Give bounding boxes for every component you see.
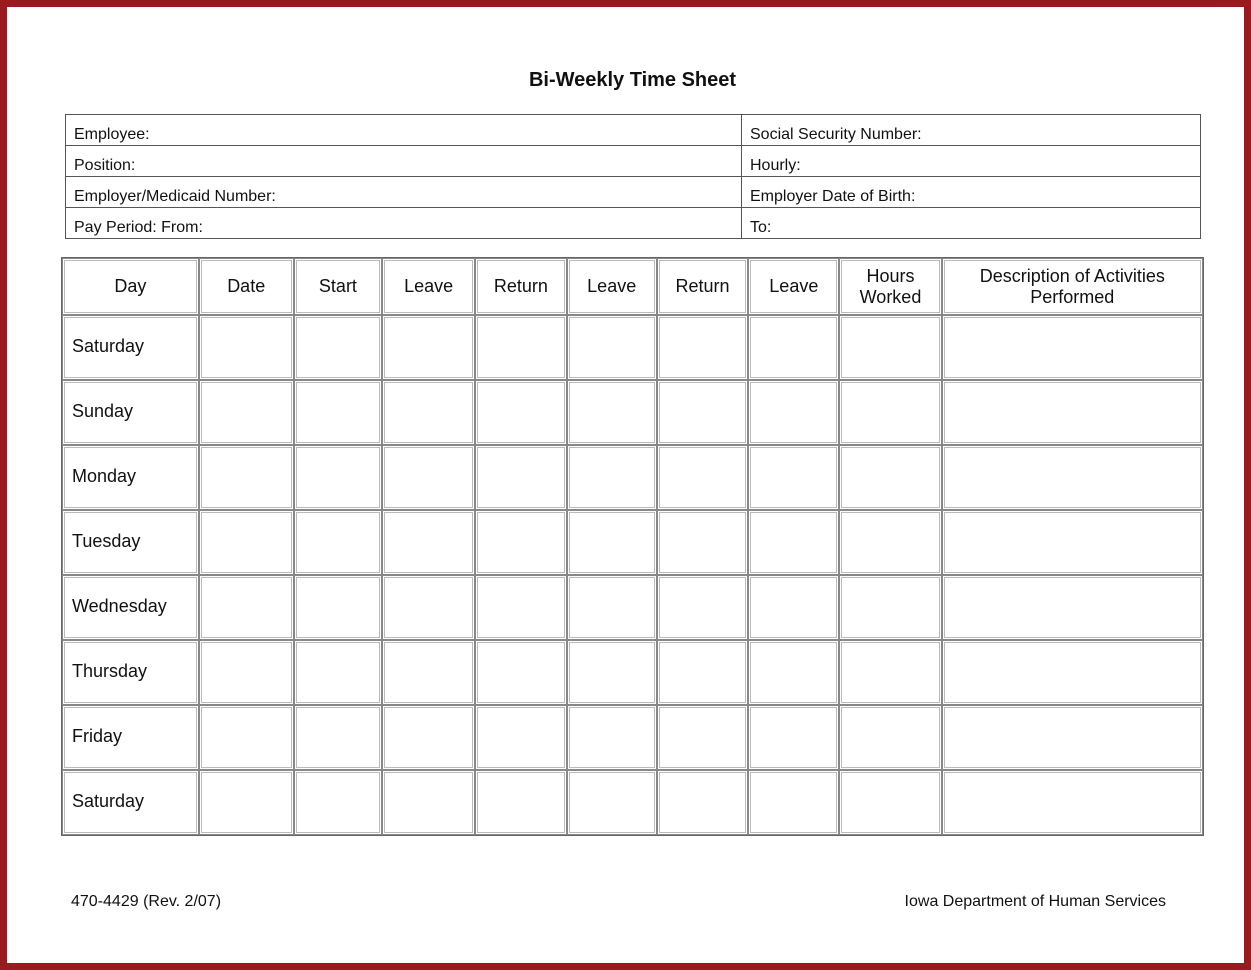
entry-cell[interactable] (839, 380, 941, 445)
entry-cell[interactable] (382, 510, 475, 575)
column-header (942, 258, 1203, 315)
column-header-label: Day (114, 276, 147, 296)
entry-cell[interactable] (567, 575, 657, 640)
column-header (657, 258, 748, 315)
entry-cell[interactable] (382, 705, 475, 770)
info-field-label[interactable]: To: (742, 208, 1201, 239)
column-header-label: Description of Activities Performed (979, 265, 1165, 307)
entry-cell[interactable] (567, 445, 657, 510)
entry-cell[interactable] (748, 770, 839, 835)
day-label: Sunday (62, 380, 199, 445)
entry-cell[interactable] (567, 640, 657, 705)
entry-cell[interactable] (294, 315, 382, 380)
info-field-label[interactable]: Position: (66, 146, 742, 177)
entry-cell[interactable] (839, 315, 941, 380)
entry-cell[interactable] (382, 640, 475, 705)
day-label: Saturday (62, 315, 199, 380)
entry-cell[interactable] (567, 380, 657, 445)
entry-cell[interactable] (748, 575, 839, 640)
entry-cell[interactable] (942, 640, 1203, 705)
form-number: 470-4429 (Rev. 2/07) (71, 893, 222, 910)
column-header-label: Date (227, 276, 266, 296)
entry-cell[interactable] (199, 315, 294, 380)
entry-cell[interactable] (294, 510, 382, 575)
entry-cell[interactable] (199, 380, 294, 445)
entry-cell[interactable] (294, 640, 382, 705)
column-header (839, 258, 941, 315)
entry-cell[interactable] (294, 380, 382, 445)
day-label: Monday (62, 445, 199, 510)
column-header (294, 258, 382, 315)
day-label: Friday (62, 705, 199, 770)
entry-cell[interactable] (748, 640, 839, 705)
column-header (62, 258, 199, 315)
timesheet-table (61, 257, 1204, 836)
entry-cell[interactable] (475, 315, 566, 380)
agency-name: Iowa Department of Human Services (904, 893, 1166, 910)
column-header-label: Return (675, 276, 730, 296)
info-field-label[interactable]: Social Security Number: (742, 115, 1201, 146)
info-field-label[interactable]: Hourly: (742, 146, 1201, 177)
column-header-label: Leave (404, 276, 454, 296)
column-header-label: Hours Worked (859, 265, 922, 307)
entry-cell[interactable] (382, 445, 475, 510)
entry-cell[interactable] (475, 445, 566, 510)
table-row (62, 640, 1203, 705)
entry-cell[interactable] (839, 705, 941, 770)
column-header-label: Return (493, 276, 548, 296)
table-row (62, 705, 1203, 770)
table-row (62, 315, 1203, 380)
day-label: Saturday (62, 770, 199, 835)
entry-cell[interactable] (294, 705, 382, 770)
entry-cell[interactable] (657, 380, 748, 445)
entry-cell[interactable] (942, 380, 1203, 445)
entry-cell[interactable] (748, 705, 839, 770)
entry-cell[interactable] (748, 445, 839, 510)
entry-cell[interactable] (839, 575, 941, 640)
table-row (62, 770, 1203, 835)
entry-cell[interactable] (657, 445, 748, 510)
info-field-label[interactable]: Employer Date of Birth: (742, 177, 1201, 208)
entry-cell[interactable] (199, 640, 294, 705)
timesheet-header-row (62, 258, 1203, 315)
entry-cell[interactable] (475, 705, 566, 770)
entry-cell[interactable] (567, 510, 657, 575)
info-field-label[interactable]: Employer/Medicaid Number: (66, 177, 742, 208)
entry-cell[interactable] (748, 380, 839, 445)
entry-cell[interactable] (199, 510, 294, 575)
table-row (62, 380, 1203, 445)
entry-cell[interactable] (567, 770, 657, 835)
entry-cell[interactable] (942, 510, 1203, 575)
table-row (62, 445, 1203, 510)
day-label: Wednesday (62, 575, 199, 640)
entry-cell[interactable] (942, 575, 1203, 640)
entry-cell[interactable] (475, 770, 566, 835)
column-header (475, 258, 566, 315)
info-row (66, 208, 1201, 239)
entry-cell[interactable] (199, 445, 294, 510)
entry-cell[interactable] (382, 315, 475, 380)
entry-cell[interactable] (657, 705, 748, 770)
column-header-label: Leave (769, 276, 819, 296)
entry-cell[interactable] (294, 445, 382, 510)
column-header (748, 258, 839, 315)
entry-cell[interactable] (942, 770, 1203, 835)
day-label: Tuesday (62, 510, 199, 575)
table-row (62, 510, 1203, 575)
entry-cell[interactable] (199, 705, 294, 770)
entry-cell[interactable] (475, 510, 566, 575)
entry-cell[interactable] (657, 315, 748, 380)
entry-cell[interactable] (567, 315, 657, 380)
entry-cell[interactable] (839, 445, 941, 510)
entry-cell[interactable] (748, 510, 839, 575)
column-header-label: Start (318, 276, 357, 296)
column-header (567, 258, 657, 315)
info-row (66, 177, 1201, 208)
entry-cell[interactable] (382, 575, 475, 640)
info-row (66, 115, 1201, 146)
entry-cell[interactable] (839, 770, 941, 835)
entry-cell[interactable] (657, 575, 748, 640)
entry-cell[interactable] (475, 575, 566, 640)
entry-cell[interactable] (294, 575, 382, 640)
entry-cell[interactable] (942, 315, 1203, 380)
day-label: Thursday (62, 640, 199, 705)
entry-cell[interactable] (199, 575, 294, 640)
entry-cell[interactable] (657, 770, 748, 835)
column-header-label: Leave (587, 276, 637, 296)
entry-cell[interactable] (199, 770, 294, 835)
info-field-label[interactable]: Pay Period: From: (66, 208, 742, 239)
entry-cell[interactable] (294, 770, 382, 835)
info-field-label[interactable]: Employee: (66, 115, 742, 146)
employee-info-table (65, 114, 1201, 239)
entry-cell[interactable] (475, 640, 566, 705)
column-header (382, 258, 475, 315)
entry-cell[interactable] (475, 380, 566, 445)
entry-cell[interactable] (839, 640, 941, 705)
entry-cell[interactable] (748, 315, 839, 380)
entry-cell[interactable] (382, 770, 475, 835)
entry-cell[interactable] (839, 510, 941, 575)
entry-cell[interactable] (657, 510, 748, 575)
page-title: Bi-Weekly Time Sheet (528, 69, 737, 91)
info-row (66, 146, 1201, 177)
entry-cell[interactable] (942, 705, 1203, 770)
entry-cell[interactable] (657, 640, 748, 705)
entry-cell[interactable] (567, 705, 657, 770)
table-row (62, 575, 1203, 640)
entry-cell[interactable] (942, 445, 1203, 510)
column-header (199, 258, 294, 315)
entry-cell[interactable] (382, 380, 475, 445)
